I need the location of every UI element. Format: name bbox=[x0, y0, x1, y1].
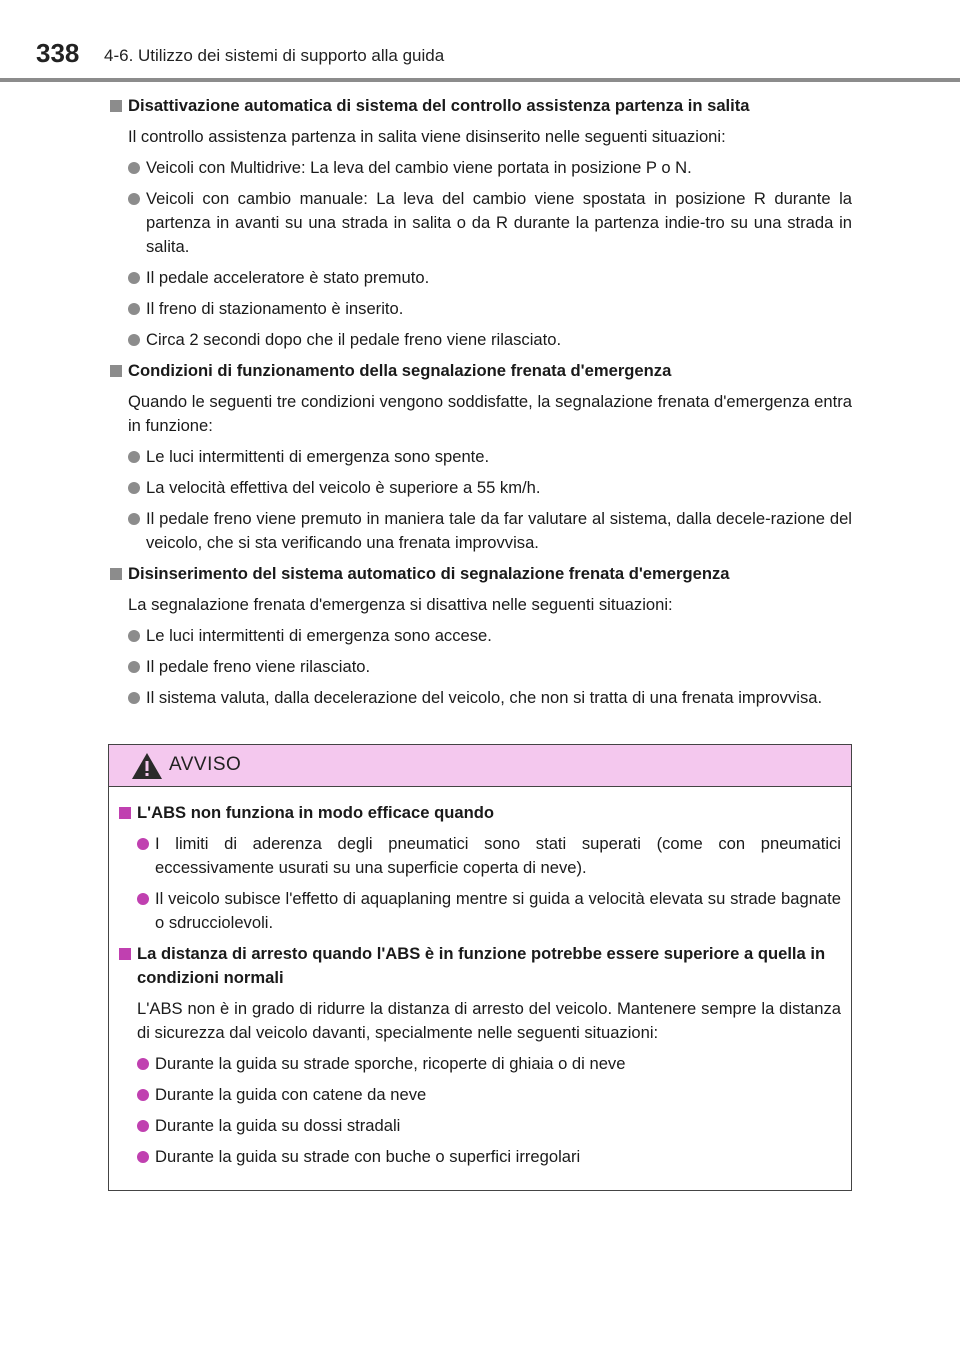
warning-section-heading bbox=[119, 942, 841, 990]
list-item-text: La velocità effettiva del veicolo è superiore a 55 km/h. bbox=[146, 478, 541, 497]
list-item bbox=[110, 686, 852, 710]
list-item bbox=[119, 1114, 841, 1138]
section-heading-text: Condizioni di funzionamento della segnalazione frenata d'emergenza bbox=[128, 361, 672, 380]
circle-bullet-icon bbox=[128, 193, 140, 205]
list-item bbox=[119, 887, 841, 935]
circle-bullet-icon bbox=[128, 272, 140, 284]
list-item bbox=[110, 624, 852, 648]
circle-bullet-icon bbox=[137, 1120, 149, 1132]
section-heading bbox=[110, 94, 852, 118]
circle-bullet-icon bbox=[137, 1058, 149, 1070]
list-item bbox=[110, 655, 852, 679]
list-item bbox=[119, 1145, 841, 1169]
square-bullet-icon bbox=[110, 568, 122, 580]
section-paragraph: La segnalazione frenata d'emergenza si disattiva nelle seguenti situazioni: bbox=[128, 595, 673, 614]
circle-bullet-icon bbox=[128, 482, 140, 494]
warning-body bbox=[109, 787, 851, 1169]
section-heading-text: L'ABS non funziona in modo efficace quando bbox=[137, 803, 495, 822]
list-item-text: Le luci intermittenti di emergenza sono spente. bbox=[146, 447, 490, 466]
warning-triangle-icon bbox=[131, 752, 163, 780]
warning-section-heading bbox=[119, 801, 841, 825]
list-item bbox=[119, 1052, 841, 1076]
section-paragraph: Quando le seguenti tre condizioni vengono soddisfatte, la segnalazione frenata d'emergenza entra in funzione: bbox=[128, 392, 852, 435]
section-heading bbox=[110, 562, 852, 586]
circle-bullet-icon bbox=[128, 303, 140, 315]
list-item bbox=[110, 187, 852, 259]
header-divider bbox=[0, 78, 960, 82]
list-item-text: Durante la guida su dossi stradali bbox=[155, 1116, 401, 1135]
bullet-list bbox=[110, 624, 852, 710]
circle-bullet-icon bbox=[137, 1151, 149, 1163]
list-item-text: Il pedale freno viene rilasciato. bbox=[146, 657, 371, 676]
list-item-text: Circa 2 secondi dopo che il pedale freno viene rilasciato. bbox=[146, 330, 562, 349]
circle-bullet-icon bbox=[128, 334, 140, 346]
list-item bbox=[110, 507, 852, 555]
section-heading-text: La distanza di arresto quando l'ABS è in funzione potrebbe essere superiore a quella in condizioni normali bbox=[137, 944, 826, 987]
bullet-list bbox=[110, 445, 852, 555]
section-heading bbox=[110, 359, 852, 383]
list-item-text: Le luci intermittenti di emergenza sono accese. bbox=[146, 626, 492, 645]
circle-bullet-icon bbox=[128, 661, 140, 673]
warning-box bbox=[108, 744, 852, 1191]
page-header bbox=[0, 0, 960, 82]
list-item-text: Il sistema valuta, dalla decelerazione del veicolo, che non si tratta di una frenata improvvisa. bbox=[146, 688, 823, 707]
list-item-text: Il freno di stazionamento è inserito. bbox=[146, 299, 404, 318]
square-bullet-icon bbox=[119, 807, 131, 819]
list-item bbox=[110, 328, 852, 352]
bullet-list bbox=[119, 832, 841, 935]
square-bullet-icon bbox=[119, 948, 131, 960]
circle-bullet-icon bbox=[128, 630, 140, 642]
list-item bbox=[110, 476, 852, 500]
circle-bullet-icon bbox=[128, 162, 140, 174]
list-item bbox=[119, 832, 841, 880]
list-item bbox=[110, 266, 852, 290]
square-bullet-icon bbox=[110, 100, 122, 112]
list-item-text: Veicoli con Multidrive: La leva del cambio viene portata in posizione P o N. bbox=[146, 158, 692, 177]
square-bullet-icon bbox=[110, 365, 122, 377]
list-item bbox=[110, 156, 852, 180]
list-item-text: Il pedale freno viene premuto in maniera tale da far valutare al sistema, dalla decele-razione del veicolo, che si sta verificando una frenata improvvisa. bbox=[146, 509, 852, 552]
chapter-title: 4-6. Utilizzo dei sistemi di supporto alla guida bbox=[104, 46, 445, 65]
list-item bbox=[110, 297, 852, 321]
list-item bbox=[110, 445, 852, 469]
circle-bullet-icon bbox=[128, 451, 140, 463]
main-content bbox=[110, 94, 852, 717]
list-item-text: I limiti di aderenza degli pneumatici sono stati superati (come con pneumatici eccessivamente usurati su una superficie coperta di neve). bbox=[155, 834, 841, 877]
list-item-text: Durante la guida su strade con buche o superfici irregolari bbox=[155, 1147, 581, 1166]
page-number: 338 bbox=[36, 38, 80, 68]
circle-bullet-icon bbox=[128, 513, 140, 525]
list-item-text: Il pedale acceleratore è stato premuto. bbox=[146, 268, 430, 287]
circle-bullet-icon bbox=[137, 1089, 149, 1101]
list-item bbox=[119, 1083, 841, 1107]
bullet-list bbox=[110, 156, 852, 352]
warning-header bbox=[109, 745, 851, 787]
list-item-text: Il veicolo subisce l'effetto di aquaplaning mentre si guida a velocità elevata su strade bagnate o sdrucciolevoli. bbox=[155, 889, 841, 932]
warning-title: AVVISO bbox=[169, 754, 242, 775]
circle-bullet-icon bbox=[137, 893, 149, 905]
circle-bullet-icon bbox=[128, 692, 140, 704]
list-item-text: Durante la guida su strade sporche, ricoperte di ghiaia o di neve bbox=[155, 1054, 626, 1073]
list-item-text: Veicoli con cambio manuale: La leva del cambio viene spostata in posizione R durante la partenza in avanti su una strada in salita o da R durante la partenza indie-tro su una strada in salita. bbox=[146, 189, 852, 256]
bullet-list bbox=[119, 1052, 841, 1169]
section-heading-text: Disinserimento del sistema automatico di segnalazione frenata d'emergenza bbox=[128, 564, 730, 583]
section-paragraph: Il controllo assistenza partenza in salita viene disinserito nelle seguenti situazioni: bbox=[128, 127, 726, 146]
section-paragraph: L'ABS non è in grado di ridurre la distanza di arresto del veicolo. Mantenere sempre la distanza di sicurezza dal veicolo davanti, specialmente nelle seguenti situazioni: bbox=[137, 999, 841, 1042]
section-heading-text: Disattivazione automatica di sistema del controllo assistenza partenza in salita bbox=[128, 96, 750, 115]
list-item-text: Durante la guida con catene da neve bbox=[155, 1085, 427, 1104]
circle-bullet-icon bbox=[137, 838, 149, 850]
